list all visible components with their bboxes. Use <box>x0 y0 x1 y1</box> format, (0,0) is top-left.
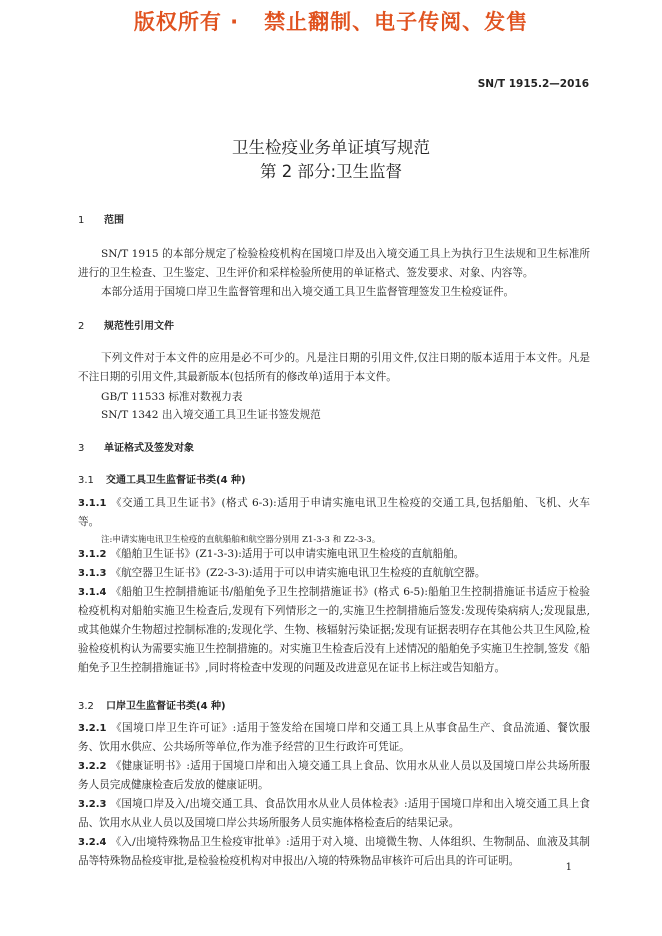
section-heading-2: 2 规范性引用文件 <box>78 321 174 332</box>
clause: 3.2.2 《健康证明书》:适用于国境口岸和出入境交通工具上食品、饮用水从业人员以及国境口岸公共场所服务人员完成健康检查后发放的健康证明。 <box>78 760 590 791</box>
reference-item: SN/T 1342 出入境交通工具卫生证书签发规范 <box>101 409 321 421</box>
clause: 3.1.1 《交通工具卫生证书》(格式 6-3):适用于申请实施电讯卫生检疫的交通工具,包括船舶、飞机、火车等。 <box>78 497 590 528</box>
watermark-banner: 版权所有 · 禁止翻制、电子传阅、发售 <box>133 10 529 34</box>
paragraph: 下列文件对于本文件的应用是必不可少的。凡是注日期的引用文件,仅注日期的版本适用于本文件。凡是不注日期的引用文件,其最新版本(包括所有的修改单)适用于本文件。 <box>78 352 590 383</box>
note: 注:申请实施电讯卫生检疫的直航船舶和航空器分别用 Z1-3-3 和 Z2-3-3。 <box>101 535 381 545</box>
reference-item: GB/T 11533 标准对数视力表 <box>101 391 243 403</box>
document-title: 卫生检疫业务单证填写规范 <box>232 138 430 157</box>
document-subtitle: 第 2 部分:卫生监督 <box>259 162 403 181</box>
clause: 3.2.3 《国境口岸及入/出境交通工具、食品饮用水从业人员体检表》:适用于国境口岸和出入境交通工具上食品、饮用水从业人员以及国境口岸公共场所服务人员实施体格检查后的结果记录。 <box>78 798 590 829</box>
clause: 3.1.4 《船舶卫生控制措施证书/船舶免予卫生控制措施证书》(格式 6-5):船舶卫生控制措施证书适应于检验检疫机构对船舶实施卫生检查后,发现有下列情形之一的,实施卫生控制措施后签发:发现传染病病人;发现鼠患,或其他媒介生物超过控制标准的;发现化学、生物、核辐射污染证据;发现有证据表明存在其他公共卫生风险,检验检疫机构认为需要实施卫生控制措施的。对实施卫生检查后没有上述情况的船舶免予实施卫生控制,签发《船舶免予卫生控制措施证书》,同时将检查中发现的问题及改进意见在证书上标注或告知船方。 <box>78 586 590 674</box>
subsection-heading: 3.2 口岸卫生监督证书类(4 种) <box>78 701 226 712</box>
paragraph: SN/T 1915 的本部分规定了检验检疫机构在国境口岸及出入境交通工具上为执行卫生法规和卫生标准所进行的卫生检查、卫生鉴定、卫生评价和采样检验所使用的单证格式、签发要求、对象、内容等。 <box>78 248 590 279</box>
clause: 3.1.3 《航空器卫生证书》(Z2-3-3):适用于可以申请实施电讯卫生检疫的直航航空器。 <box>78 567 486 579</box>
section-heading-1: 1 范围 <box>78 215 124 226</box>
clause: 3.2.4 《入/出境特殊物品卫生检疫审批单》:适用于对入境、出境微生物、人体组织、生物制品、血液及其制品等特殊物品检疫审批,是检验检疫机构对申报出/入境的特殊物品审核许可后出具的许可证明。 <box>78 836 590 867</box>
standard-number: SN/T 1915.2—2016 <box>477 78 589 90</box>
paragraph: 本部分适用于国境口岸卫生监督管理和出入境交通工具卫生监督管理签发卫生检疫证件。 <box>101 286 515 298</box>
section-heading-3: 3 单证格式及签发对象 <box>78 443 194 454</box>
subsection-heading: 3.1 交通工具卫生监督证书类(4 种) <box>78 475 246 486</box>
page-number: 1 <box>565 862 572 873</box>
clause: 3.2.1 《国境口岸卫生许可证》:适用于签发给在国境口岸和交通工具上从事食品生产、食品流通、餐饮服务、饮用水供应、公共场所等单位,作为准予经营的卫生行政许可凭证。 <box>78 722 590 753</box>
clause: 3.1.2 《船舶卫生证书》(Z1-3-3):适用于可以申请实施电讯卫生检疫的直航船舶。 <box>78 548 465 560</box>
